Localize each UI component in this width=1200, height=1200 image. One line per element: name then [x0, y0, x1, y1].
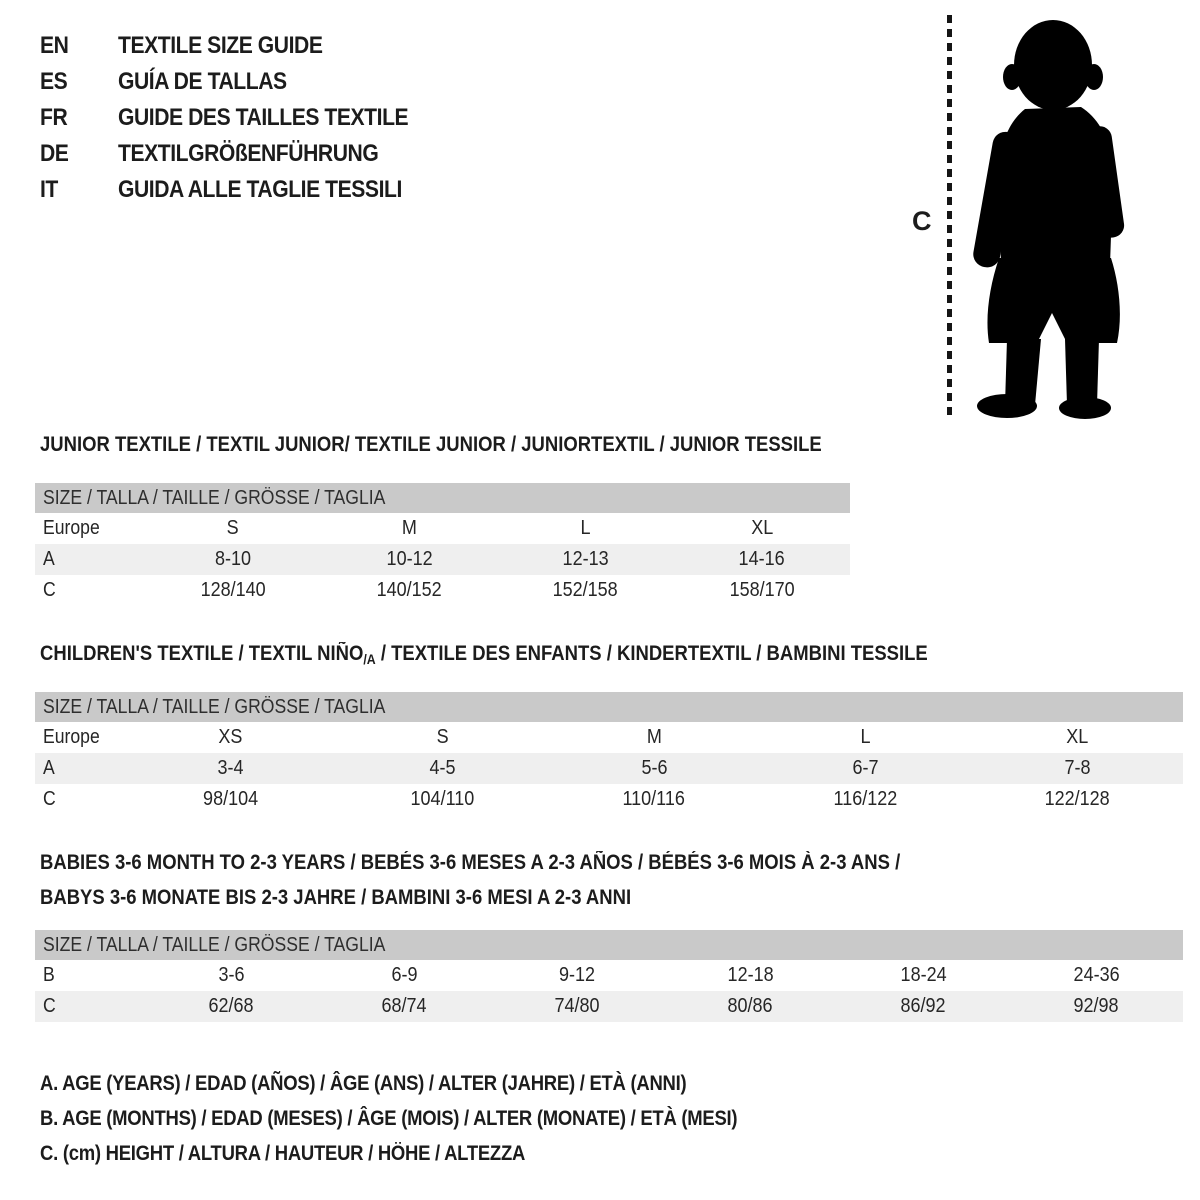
language-title: GUÍA DE TALLAS — [118, 68, 287, 95]
table-cell: 140/152 — [376, 579, 442, 601]
legend-text: B. AGE (MONTHS) / EDAD (MESES) / ÂGE (MOIS) / ALTER (MONATE) / ETÀ (MESI) — [40, 1106, 738, 1130]
table-cell: XL — [1066, 726, 1089, 748]
size-header-label: SIZE / TALLA / TAILLE / GRÖSSE / TAGLIA — [43, 933, 386, 956]
children-table-rows — [35, 722, 1183, 815]
row-label: Europe — [43, 726, 100, 748]
row-label: Europe — [43, 517, 100, 539]
legend-line-b — [40, 1101, 832, 1136]
table-cell: 104/110 — [410, 788, 475, 810]
table-cell: 5-6 — [640, 757, 667, 779]
language-code: EN — [40, 32, 69, 59]
measure-legend — [40, 1066, 832, 1171]
table-cell: 86/92 — [900, 995, 947, 1017]
table-cell: 62/68 — [208, 995, 255, 1017]
table-cell: 9-12 — [559, 964, 596, 986]
table-row — [35, 991, 1183, 1022]
table-cell: S — [436, 726, 449, 748]
section-title-babies-line2 — [40, 886, 712, 910]
language-title-list — [40, 28, 448, 208]
legend-line-a — [40, 1066, 832, 1101]
table-cell: 152/158 — [553, 579, 619, 601]
table-cell: 10-12 — [386, 548, 433, 570]
table-cell: XS — [218, 726, 243, 748]
language-code: FR — [40, 104, 68, 131]
title-part: CHILDREN'S TEXTILE / TEXTIL NIÑO — [40, 642, 364, 665]
row-label: A — [43, 757, 55, 779]
size-header-label: SIZE / TALLA / TAILLE / GRÖSSE / TAGLIA — [43, 486, 386, 509]
size-header-bar — [35, 483, 850, 513]
table-cell: 3-6 — [218, 964, 245, 986]
table-cell: 92/98 — [1073, 995, 1120, 1017]
language-code: DE — [40, 140, 69, 167]
legend-text: A. AGE (YEARS) / EDAD (AÑOS) / ÂGE (ANS) / ALTER (JAHRE) / ETÀ (ANNI) — [40, 1071, 687, 1095]
title-subscript: /A — [363, 651, 376, 667]
table-cell: 24-36 — [1073, 964, 1120, 986]
title-part: / TEXTILE DES ENFANTS / KINDERTEXTIL / BAMBINI TESSILE — [375, 642, 928, 665]
table-row — [35, 544, 850, 575]
row-label: C — [43, 579, 56, 601]
table-cell: 116/122 — [833, 788, 898, 810]
table-cell: 12-13 — [562, 548, 609, 570]
language-title: TEXTILE SIZE GUIDE — [118, 32, 323, 59]
table-cell: L — [860, 726, 871, 748]
table-cell: 122/128 — [1044, 788, 1110, 810]
table-cell: 110/116 — [622, 788, 686, 810]
row-label: C — [43, 788, 56, 810]
section-title-junior — [40, 433, 928, 457]
junior-table-rows — [35, 513, 850, 606]
table-row — [35, 960, 1183, 991]
language-row — [40, 64, 448, 100]
row-label: A — [43, 548, 55, 570]
table-cell: 12-18 — [727, 964, 774, 986]
table-row — [35, 722, 1183, 753]
table-row — [35, 753, 1183, 784]
legend-line-c — [40, 1136, 832, 1171]
language-row — [40, 172, 448, 208]
section-title-text: BABIES 3-6 MONTH TO 2-3 YEARS / BEBÉS 3-6 MESES A 2-3 AÑOS / BÉBÉS 3-6 MOIS À 2-3 ANS / — [40, 851, 901, 874]
section-title-babies-line1 — [40, 851, 1018, 875]
size-header-bar — [35, 692, 1183, 722]
section-title-text: JUNIOR TEXTILE / TEXTIL JUNIOR/ TEXTILE JUNIOR / JUNIORTEXTIL / JUNIOR TESSILE — [40, 433, 822, 456]
table-cell: 74/80 — [554, 995, 601, 1017]
table-cell: S — [227, 517, 240, 539]
language-title: GUIDE DES TAILLES TEXTILE — [118, 104, 409, 131]
toddler-silhouette-icon — [955, 13, 1145, 419]
height-measure-dashed-line — [947, 15, 952, 418]
section-title-text — [40, 642, 928, 667]
legend-text: C. (cm) HEIGHT / ALTURA / HAUTEUR / HÖHE / ALTEZZA — [40, 1141, 526, 1165]
table-cell: 14-16 — [738, 548, 785, 570]
babies-size-table — [35, 930, 1183, 1022]
row-label: C — [43, 995, 56, 1017]
table-row — [35, 575, 850, 606]
language-row — [40, 28, 448, 64]
table-cell: 8-10 — [215, 548, 252, 570]
table-cell: 3-4 — [217, 757, 244, 779]
table-cell: 4-5 — [429, 757, 456, 779]
table-cell: XL — [750, 517, 773, 539]
table-cell: 128/140 — [200, 579, 266, 601]
section-title-text: BABYS 3-6 MONATE BIS 2-3 JAHRE / BAMBINI 3-6 MESI A 2-3 ANNI — [40, 886, 632, 909]
table-row — [35, 513, 850, 544]
table-cell: 7-8 — [1064, 757, 1091, 779]
language-row — [40, 136, 448, 172]
table-cell: M — [401, 517, 417, 539]
table-cell: 6-7 — [852, 757, 879, 779]
table-row — [35, 784, 1183, 815]
babies-table-rows — [35, 960, 1183, 1022]
junior-size-table — [35, 483, 850, 606]
language-code: ES — [40, 68, 68, 95]
table-cell: 98/104 — [203, 788, 259, 810]
table-cell: 158/170 — [729, 579, 795, 601]
table-cell: 80/86 — [727, 995, 774, 1017]
children-size-table — [35, 692, 1183, 815]
language-code: IT — [40, 176, 58, 203]
language-title: GUIDA ALLE TAGLIE TESSILI — [118, 176, 402, 203]
height-measure-label: C — [912, 206, 932, 236]
table-cell: 18-24 — [900, 964, 947, 986]
table-cell: L — [580, 517, 591, 539]
row-label: B — [43, 964, 55, 986]
size-header-bar — [35, 930, 1183, 960]
section-title-children — [40, 642, 1049, 667]
table-cell: M — [646, 726, 662, 748]
language-row — [40, 100, 448, 136]
table-cell: 6-9 — [391, 964, 418, 986]
size-header-label: SIZE / TALLA / TAILLE / GRÖSSE / TAGLIA — [43, 695, 386, 718]
table-cell: 68/74 — [381, 995, 428, 1017]
language-title: TEXTILGRÖßENFÜHRUNG — [118, 140, 379, 167]
